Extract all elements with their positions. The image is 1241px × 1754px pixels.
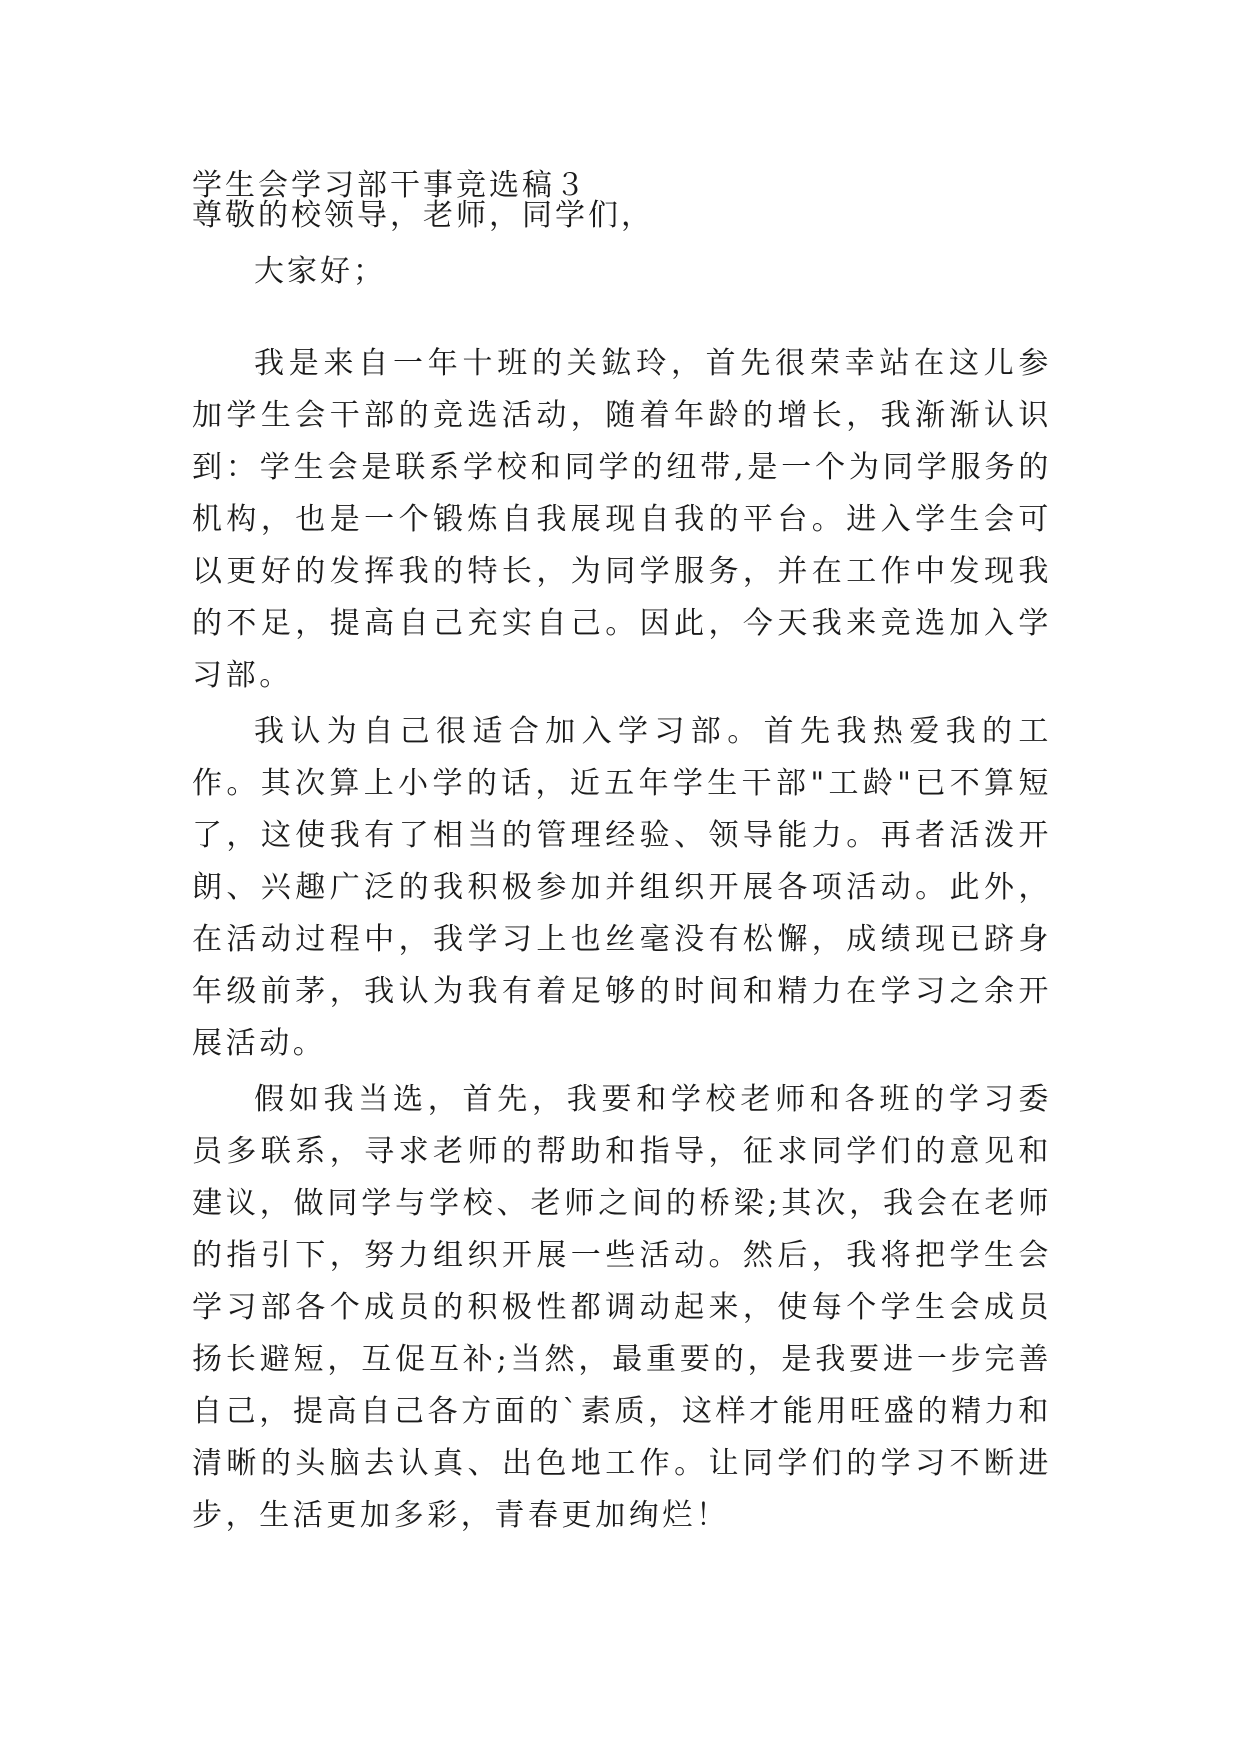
paragraph-qualifications: 我认为自己很适合加入学习部。首先我热爱我的工作。其次算上小学的话，近五年学生干部"工龄"已不算短了，这使我有了相当的管理经验、领导能力。再者活泼开朗、兴趣广泛的我积极参加并组织开展各项活动。此外，在活动过程中，我学习上也丝毫没有松懈，成绩现已跻身年级前茅，我认为我有着足够的时间和精力在学习之余开展活动。 — [192, 714, 1052, 1061]
paragraph-plans: 假如我当选，首先，我要和学校老师和各班的学习委员多联系，寻求老师的帮助和指导，征求同学们的意见和建议，做同学与学校、老师之间的桥梁;其次，我会在老师的指引下，努力组织开展一些活动。然后，我将把学生会学习部各个成员的积极性都调动起来，使每个学生会成员扬长避短，互促互补;当然，最重要的，是我要进一步完善自己，提高自己各方面的`素质，这样才能用旺盛的精力和清晰的头脑去认真、出色地工作。让同学们的学习不断进步，生活更加多彩，青春更加绚烂！ — [192, 1082, 1052, 1533]
salutation: 尊敬的校领导，老师，同学们， — [192, 198, 654, 233]
greeting: 大家好； — [254, 254, 386, 289]
paragraph-introduction: 我是来自一年十班的关鈜玲，首先很荣幸站在这儿参加学生会干部的竞选活动，随着年龄的增长，我渐渐认识到：学生会是联系学校和同学的纽带,是一个为同学服务的机构，也是一个锻炼自我展现自我的平台。进入学生会可以更好的发挥我的特长，为同学服务，并在工作中发现我的不足，提高自己充实自己。因此，今天我来竞选加入学习部。 — [192, 346, 1052, 693]
document-body — [192, 338, 1052, 1546]
document-title: 学生会学习部干事竞选稿３ — [192, 168, 588, 203]
